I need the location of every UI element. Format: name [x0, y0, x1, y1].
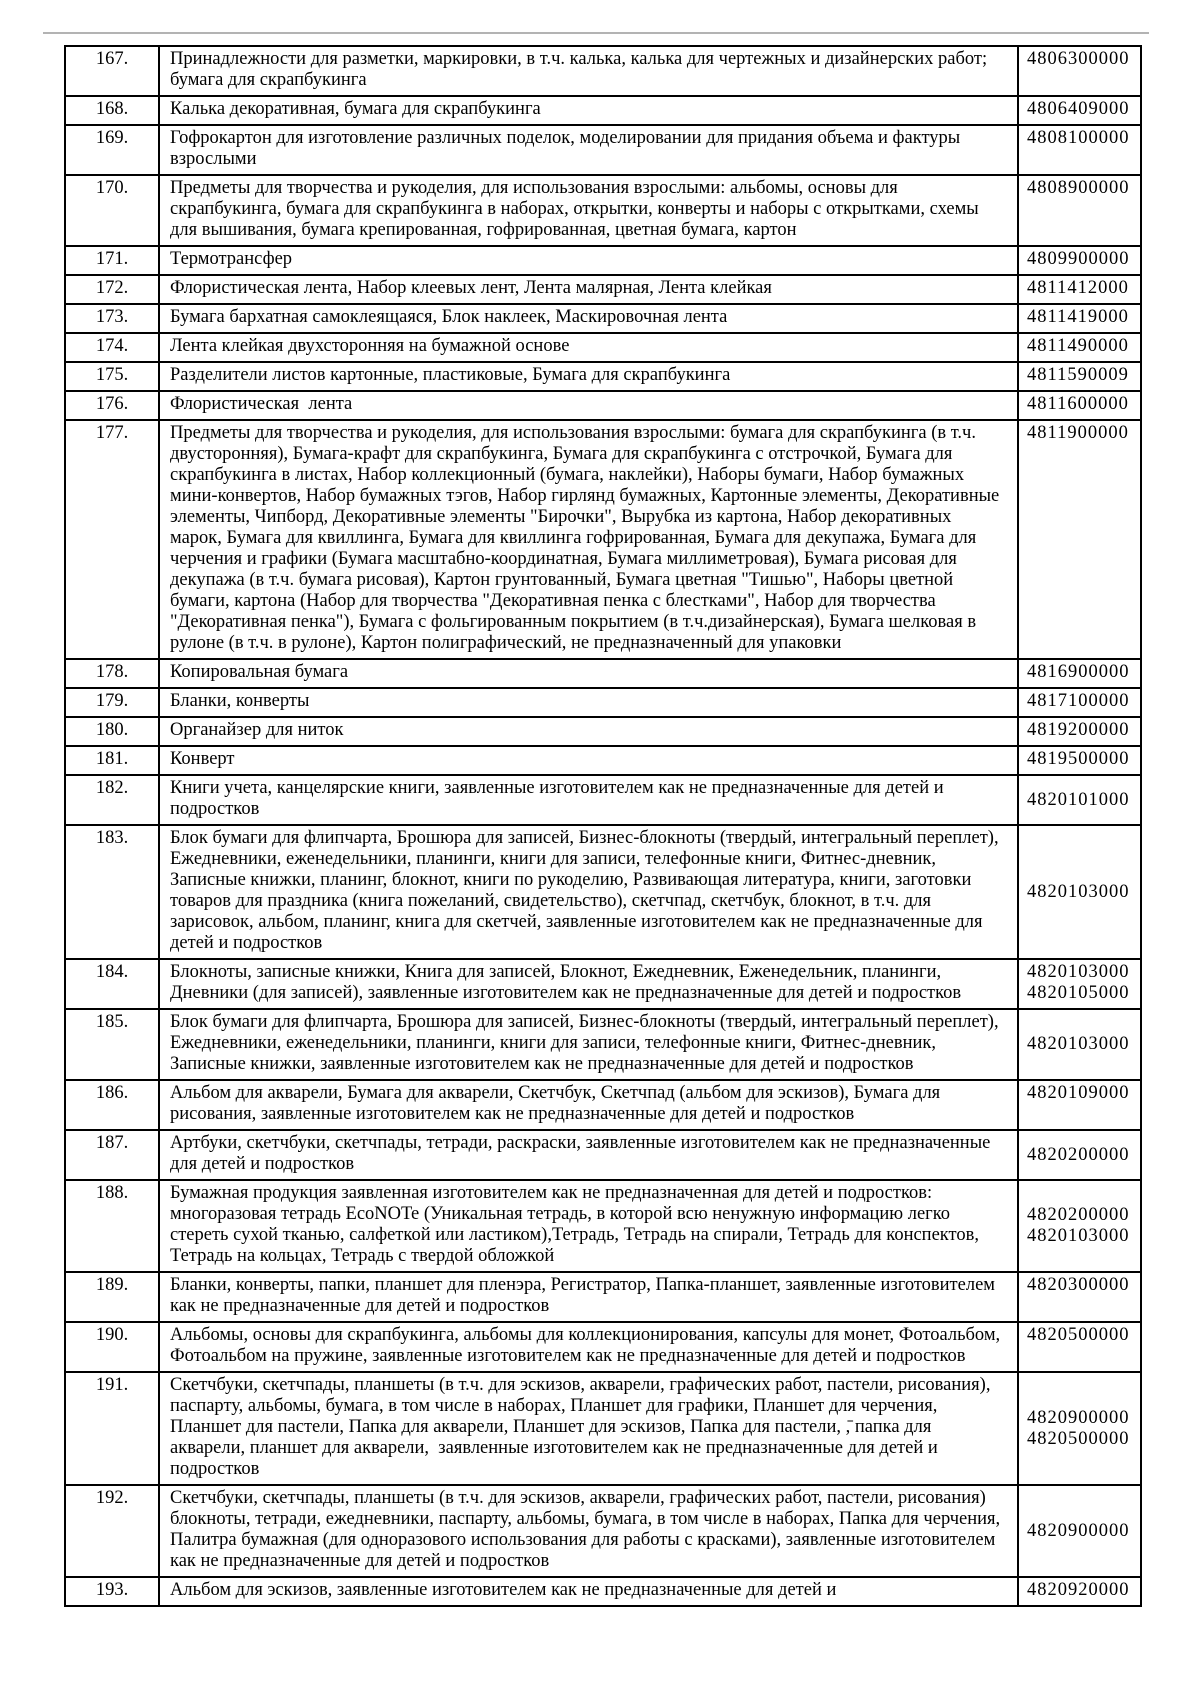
- code-cell: [1018, 304, 1141, 333]
- row-number-cell: 182.: [65, 775, 159, 825]
- table-row: [65, 275, 1141, 304]
- hs-code: 4819500000: [1027, 749, 1130, 769]
- hs-code: 4820900000: [1027, 1520, 1130, 1541]
- table-row: [65, 1577, 1141, 1606]
- hs-code: 4811419000: [1027, 307, 1129, 327]
- table-row: [65, 775, 1141, 825]
- table-row: [65, 420, 1141, 659]
- table-row: [65, 125, 1141, 175]
- code-cell: [1018, 1009, 1141, 1080]
- hs-code: 4820103000: [1027, 1226, 1130, 1246]
- table-row: [65, 746, 1141, 775]
- hs-code: 4820200000: [1027, 1205, 1130, 1225]
- hs-code: 4806409000: [1027, 99, 1130, 119]
- description-cell: Блок бумаги для флипчарта, Брошюра для записей, Бизнес-блокноты (твердый, интегральный переплет), Ежедневники, еженедельники, планинги, книги для записи, телефонные книги, Фитнес-дневник, Записные книжки, планинг, блокнот, книги по рукоделию, Развивающая литература, книги, заготовки товаров для праздника (книга пожеланий, свидетельство), скетчпад, скетчбук, блокнот, в т.ч. для зарисовок, альбом, планинг, книга для скетчей, заявленные изготовителем как не предназначенные для детей и подростков: [159, 825, 1018, 959]
- table-row: [65, 1485, 1141, 1577]
- row-number-cell: 179.: [65, 688, 159, 717]
- hs-code: 4820103000: [1027, 1034, 1130, 1054]
- code-cell: [1018, 717, 1141, 746]
- description-cell: Разделители листов картонные, пластиковые, Бумага для скрапбукинга: [159, 362, 1018, 391]
- table-row: [65, 959, 1141, 1009]
- row-number-cell: 181.: [65, 746, 159, 775]
- hs-code: 4820300000: [1027, 1275, 1130, 1295]
- row-number-cell: 167.: [65, 46, 159, 96]
- table-row: [65, 246, 1141, 275]
- code-cell: [1018, 333, 1141, 362]
- row-number-cell: 180.: [65, 717, 159, 746]
- code-cell: [1018, 46, 1141, 96]
- code-cell: [1018, 420, 1141, 659]
- row-number-cell: 193.: [65, 1577, 159, 1606]
- row-number-cell: 169.: [65, 125, 159, 175]
- table-row: [65, 1080, 1141, 1130]
- code-cell: [1018, 1322, 1141, 1372]
- hs-code: 4811900000: [1027, 423, 1129, 443]
- description-cell: Принадлежности для разметки, маркировки, в т.ч. калька, калька для чертежных и дизайнерских работ; бумага для скрапбукинга: [159, 46, 1018, 96]
- row-number-cell: 172.: [65, 275, 159, 304]
- description-cell: Органайзер для ниток: [159, 717, 1018, 746]
- table-row: [65, 688, 1141, 717]
- description-cell: Альбом для акварели, Бумага для акварели, Скетчбук, Скетчпад (альбом для эскизов), Бумага для рисования, заявленные изготовителем как не предназначенные для детей и подростков: [159, 1080, 1018, 1130]
- description-cell: Бланки, конверты, папки, планшет для пленэра, Регистратор, Папка-планшет, заявленные изготовителем как не предназначенные для детей и подростков: [159, 1272, 1018, 1322]
- description-cell: Флористическая лента: [159, 391, 1018, 420]
- table-row: [65, 96, 1141, 125]
- previous-row-cut-line: [43, 32, 1149, 34]
- hs-code: 4819200000: [1027, 720, 1130, 740]
- description-cell: Предметы для творчества и рукоделия, для использования взрослыми: бумага для скрапбукинга (в т.ч. двусторонняя), Бумага-крафт для скрапбукинга, Бумага для скрапбукинга с отстрочкой, Бумага для скрапбукинга в листах, Набор коллекционный (бумага, наклейки), Наборы бумаги, Набор бумажных мини-конвертов, Набор бумажных тэгов, Набор гирлянд бумажных, Картонные элементы, Декоративные элементы, Чипборд, Декоративные элементы "Бирочки", Вырубка из картона, Набор декоративных марок, Бумага для квиллинга, Бумага для квиллинга гофрированная, Бумага для декупажа, Бумага для черчения и графики (Бумага масштабно-координатная, Бумага миллиметровая), Бумага рисовая для декупажа (в т.ч. бумага рисовая), Картон грунтованный, Бумага цветная "Тишью", Наборы цветной бумаги, картона (Набор для творчества "Декоративная пенка с блестками", Набор для творчества "Декоративная пенка"), Бумага с фольгированным покрытием (в т.ч.дизайнерская), Бумага шелковая в рулоне (в т.ч. в рулоне), Картон полиграфический, не предназначенный для упаковки: [159, 420, 1018, 659]
- code-cell: [1018, 1272, 1141, 1322]
- description-cell: Скетчбуки, скетчпады, планшеты (в т.ч. для эскизов, акварели, графических работ, пастели, рисования), паспарту, альбомы, бумага, в том числе в наборах, Планшет для графики, Планшет для черчения, Планшет для пастели, Папка для акварели, Планшет для эскизов, Папка для пастели, ,̄ папка для акварели, планшет для акварели, заявленные изготовителем как не предназначенные для детей и подростков: [159, 1372, 1018, 1485]
- code-cell: [1018, 746, 1141, 775]
- code-cell: [1018, 688, 1141, 717]
- hs-code: 4820920000: [1027, 1580, 1130, 1600]
- row-number-cell: 186.: [65, 1080, 159, 1130]
- hs-code: 4806300000: [1027, 49, 1130, 69]
- description-cell: Книги учета, канцелярские книги, заявленные изготовителем как не предназначенные для детей и подростков: [159, 775, 1018, 825]
- code-cell: [1018, 96, 1141, 125]
- hs-code: 4820101000: [1027, 789, 1130, 810]
- code-cell: [1018, 1130, 1141, 1180]
- description-cell: Конверт: [159, 746, 1018, 775]
- code-cell: [1018, 362, 1141, 391]
- table-row: [65, 1322, 1141, 1372]
- description-cell: Бумага бархатная самоклеящаяся, Блок наклеек, Маскировочная лента: [159, 304, 1018, 333]
- row-number-cell: 188.: [65, 1180, 159, 1272]
- description-cell: Флористическая лента, Набор клеевых лент, Лента малярная, Лента клейкая: [159, 275, 1018, 304]
- table-row: [65, 391, 1141, 420]
- row-number-cell: 175.: [65, 362, 159, 391]
- hs-code: 4817100000: [1027, 691, 1130, 711]
- table-row: [65, 1272, 1141, 1322]
- code-cell: [1018, 1485, 1141, 1577]
- code-cell: [1018, 391, 1141, 420]
- hs-code: 4808900000: [1027, 178, 1130, 198]
- table-row: [65, 304, 1141, 333]
- description-cell: Предметы для творчества и рукоделия, для использования взрослыми: альбомы, основы для скрапбукинга, бумага для скрапбукинга в наборах, открытки, конверты и наборы с открытками, схемы для вышивания, бумага крепированная, гофрированная, цветная бумага, картон: [159, 175, 1018, 246]
- description-cell: Бланки, конверты: [159, 688, 1018, 717]
- row-number-cell: 174.: [65, 333, 159, 362]
- table-row: [65, 362, 1141, 391]
- code-cell: [1018, 659, 1141, 688]
- hs-code: 4820103000: [1027, 962, 1130, 982]
- row-number-cell: 170.: [65, 175, 159, 246]
- row-number-cell: 191.: [65, 1372, 159, 1485]
- description-cell: Калька декоративная, бумага для скрапбукинга: [159, 96, 1018, 125]
- code-cell: [1018, 1180, 1141, 1272]
- code-cell: [1018, 246, 1141, 275]
- table-row: [65, 1372, 1141, 1485]
- table-row: [65, 1009, 1141, 1080]
- hs-code: 4820105000: [1027, 983, 1130, 1003]
- description-cell: Термотрансфер: [159, 246, 1018, 275]
- description-cell: Артбуки, скетчбуки, скетчпады, тетради, раскраски, заявленные изготовителем как не предназначенные для детей и подростков: [159, 1130, 1018, 1180]
- description-cell: Альбомы, основы для скрапбукинга, альбомы для коллекционирования, капсулы для монет, Фотоальбом, Фотоальбом на пружине, заявленные изготовителем как не предназначенные для детей и подростков: [159, 1322, 1018, 1372]
- hs-code: 4811590009: [1027, 365, 1129, 385]
- row-number-cell: 178.: [65, 659, 159, 688]
- hs-code: 4820500000: [1027, 1428, 1130, 1449]
- code-cell: [1018, 175, 1141, 246]
- hs-code: 4820900000: [1027, 1407, 1130, 1428]
- hs-code: 4811490000: [1027, 336, 1129, 356]
- description-cell: Гофрокартон для изготовление различных поделок, моделировании для придания объема и фактуры взрослыми: [159, 125, 1018, 175]
- row-number-cell: 190.: [65, 1322, 159, 1372]
- description-cell: Копировальная бумага: [159, 659, 1018, 688]
- code-cell: [1018, 775, 1141, 825]
- description-cell: Блокноты, записные книжки, Книга для записей, Блокнот, Ежедневник, Еженедельник, планинги, Дневники (для записей), заявленные изготовителем как не предназначенные для детей и подростков: [159, 959, 1018, 1009]
- row-number-cell: 173.: [65, 304, 159, 333]
- hs-code: 4820109000: [1027, 1083, 1130, 1103]
- description-cell: Бумажная продукция заявленная изготовителем как не предназначенная для детей и подростков: многоразовая тетрадь EcoNOTe (Уникальная тетрадь, в которой всю ненужную информацию легко стереть сухой тканью, салфеткой или ластиком),Тетрадь, Тетрадь на спирали, Тетрадь для конспектов, Тетрадь на кольцах, Тетрадь с твердой обложкой: [159, 1180, 1018, 1272]
- hs-code: 4820200000: [1027, 1144, 1130, 1165]
- description-cell: Альбом для эскизов, заявленные изготовителем как не предназначенные для детей и: [159, 1577, 1018, 1606]
- table-row: [65, 1180, 1141, 1272]
- row-number-cell: 171.: [65, 246, 159, 275]
- hs-code: 4809900000: [1027, 249, 1130, 269]
- code-cell: [1018, 1080, 1141, 1130]
- table-row: [65, 825, 1141, 959]
- row-number-cell: 183.: [65, 825, 159, 959]
- hs-code: 4811412000: [1027, 278, 1129, 298]
- table-row: [65, 659, 1141, 688]
- code-cell: [1018, 125, 1141, 175]
- table-row: [65, 175, 1141, 246]
- product-codes-table: [64, 45, 1142, 1607]
- hs-code: 4808100000: [1027, 128, 1130, 148]
- row-number-cell: 177.: [65, 420, 159, 659]
- row-number-cell: 189.: [65, 1272, 159, 1322]
- row-number-cell: 187.: [65, 1130, 159, 1180]
- code-cell: [1018, 825, 1141, 959]
- table-row: [65, 717, 1141, 746]
- row-number-cell: 176.: [65, 391, 159, 420]
- description-cell: Скетчбуки, скетчпады, планшеты (в т.ч. для эскизов, акварели, графических работ, пастели, рисования) блокноты, тетради, ежедневники, паспарту, альбомы, бумага, в том числе в наборах, Папка для черчения, Палитра бумажная (для одноразового использования для работы с красками), заявленные изготовителем как не предназначенные для детей и подростков: [159, 1485, 1018, 1577]
- row-number-cell: 185.: [65, 1009, 159, 1080]
- hs-code: 4811600000: [1027, 394, 1129, 414]
- row-number-cell: 168.: [65, 96, 159, 125]
- row-number-cell: 192.: [65, 1485, 159, 1577]
- code-cell: [1018, 1372, 1141, 1485]
- table-row: [65, 1130, 1141, 1180]
- description-cell: Блок бумаги для флипчарта, Брошюра для записей, Бизнес-блокноты (твердый, интегральный переплет), Ежедневники, еженедельники, планинги, книги для записи, телефонные книги, Фитнес-дневник, Записные книжки, заявленные изготовителем как не предназначенные для детей и подростков: [159, 1009, 1018, 1080]
- hs-code: 4820500000: [1027, 1325, 1130, 1345]
- code-cell: [1018, 959, 1141, 1009]
- row-number-cell: 184.: [65, 959, 159, 1009]
- code-cell: [1018, 1577, 1141, 1606]
- hs-code: 4820103000: [1027, 881, 1130, 902]
- table-body: [65, 46, 1141, 1606]
- table-row: [65, 46, 1141, 96]
- hs-code: 4816900000: [1027, 662, 1130, 682]
- table-row: [65, 333, 1141, 362]
- description-cell: Лента клейкая двухсторонняя на бумажной основе: [159, 333, 1018, 362]
- code-cell: [1018, 275, 1141, 304]
